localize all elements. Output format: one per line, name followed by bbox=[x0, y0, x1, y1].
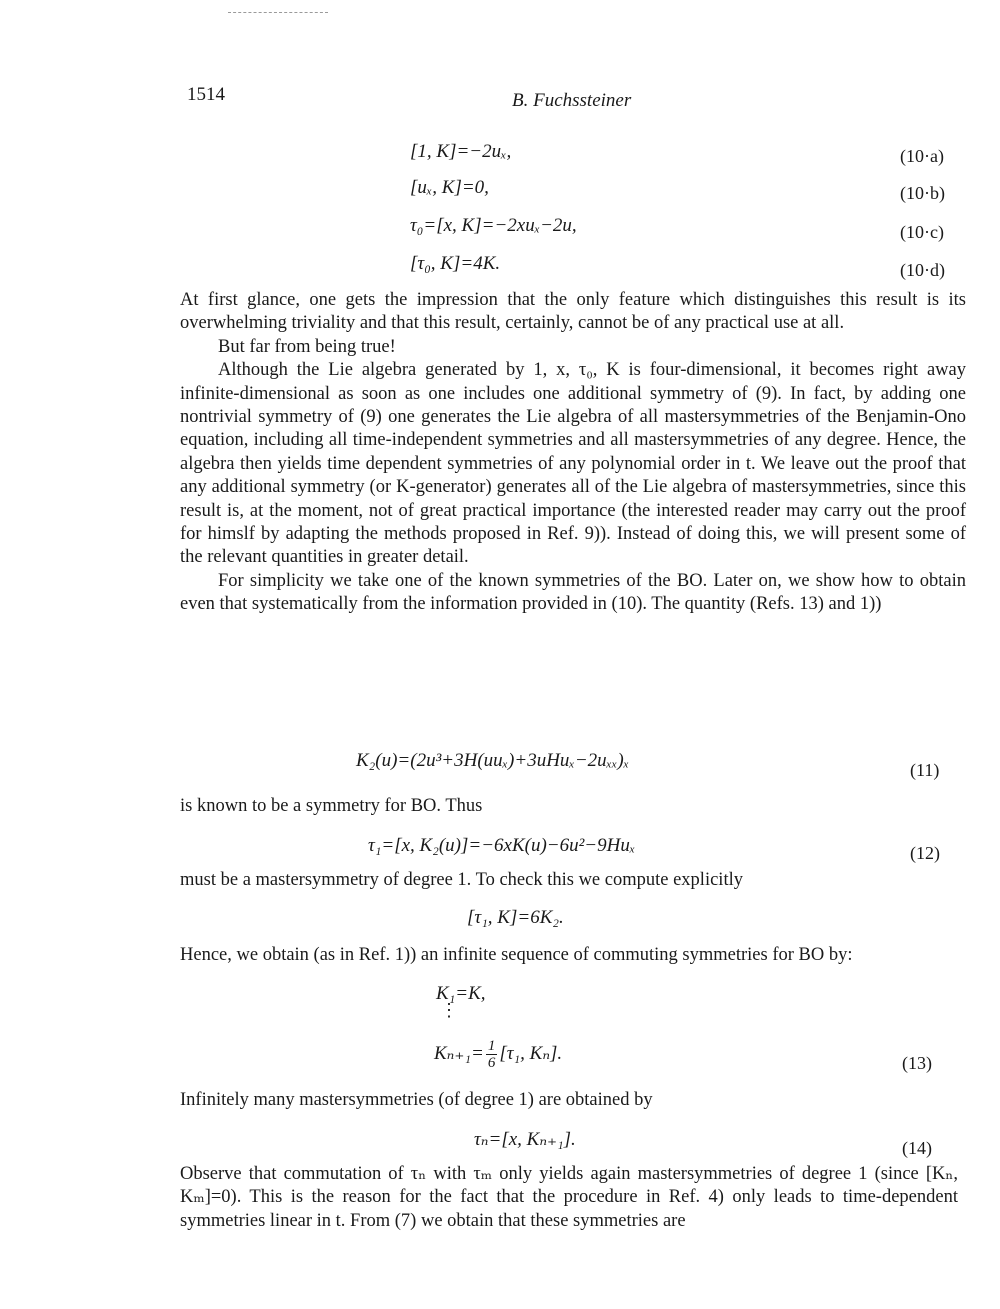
equation-number-10c: (10·c) bbox=[900, 222, 944, 242]
equation-check: [τ₁, K]=6K₂. bbox=[467, 907, 564, 928]
equation-number-10b: (10·b) bbox=[900, 183, 945, 203]
body-text-block-6 bbox=[180, 1163, 958, 1233]
paragraph: For simplicity we take one of the known symmetries of the BO. Later on, we show how to obtain even that systematically from the information provided in (10). The quantity (Refs. 13) and 1)) bbox=[180, 570, 966, 615]
equation-12: τ₁=[x, K₂(u)]=−6xK(u)−6u²−9Huₓ bbox=[368, 835, 636, 856]
equation-13-recursion bbox=[434, 1038, 562, 1071]
paragraph: But far from being true! bbox=[218, 336, 396, 357]
fraction-one-sixth bbox=[486, 1038, 498, 1071]
equation-13-first: K₁=K, bbox=[436, 983, 486, 1004]
equation-10a: [1, K]=−2uₓ, bbox=[410, 141, 512, 162]
body-text-block-3 bbox=[180, 869, 966, 892]
page-number: 1514 bbox=[187, 84, 225, 105]
equation-10d: [τ₀, K]=4K. bbox=[410, 253, 501, 274]
equation-13-lhs: Kₙ₊₁= bbox=[434, 1042, 484, 1064]
body-text-block-5 bbox=[180, 1089, 966, 1112]
body-text-block-4 bbox=[180, 944, 966, 967]
paragraph: Observe that commutation of τₙ with τₘ only yields again mastersymmetries of degree 1 (since [Kₙ, Kₘ]=0). This is the reason for the fact that the procedure in Ref. 4) only leads to time-dependent symmetries linear in t. From (7) we obtain that these symmetries are bbox=[180, 1164, 958, 1231]
equation-13-rhs: [τ₁, Kₙ]. bbox=[499, 1042, 563, 1064]
fraction-numerator: 1 bbox=[487, 1038, 496, 1054]
body-text-block-1 bbox=[180, 289, 966, 617]
paragraph: Although the Lie algebra generated by 1, x, τ₀, K is four-dimensional, it becomes right away infinite-dimensional as soon as one includes one additional symmetry of (9). In fact, by adding one nontrivial symmetry of (9) one generates the Lie algebra of all mastersymmetries of the Benjamin-Ono equation, including all time-independent symmetries and all mastersymmetries of any degree. Hence, the algebra then yields time dependent symmetries of any polynomial order in t. We leave out the proof that any additional symmetry (or K-generator) generates all of the Lie algebra of mastersymmetries, since this result is, at the moment, not of great practical importance (the interested reader may carry out the proof for himslf by adapting the methods proposed in Ref. 9)). Instead of doing this, we will present some of the relevant quantities in greater detail. bbox=[180, 360, 966, 568]
equation-14: τₙ=[x, Kₙ₊₁]. bbox=[474, 1129, 576, 1150]
running-head: B. Fuchssteiner bbox=[512, 90, 632, 111]
fraction-denominator: 6 bbox=[487, 1055, 496, 1071]
equation-number-11: (11) bbox=[910, 760, 940, 780]
equation-10c: τ₀=[x, K]=−2xuₓ−2u, bbox=[410, 215, 577, 236]
paragraph: At first glance, one gets the impression that the only feature which distinguishes this result is its overwhelming triviality and that this result, certainly, cannot be of any practical use at all. bbox=[180, 290, 966, 334]
paragraph: Hence, we obtain (as in Ref. 1)) an infinite sequence of commuting symmetries for BO by: bbox=[180, 945, 853, 965]
paragraph: is known to be a symmetry for BO. Thus bbox=[180, 796, 483, 816]
equation-number-13: (13) bbox=[902, 1053, 932, 1073]
equation-11: K₂(u)=(2u³+3H(uuₓ)+3uHuₓ−2uₓₓ)ₓ bbox=[356, 750, 630, 771]
body-text-block-2 bbox=[180, 795, 966, 818]
paragraph: Infinitely many mastersymmetries (of degree 1) are obtained by bbox=[180, 1090, 653, 1110]
vertical-ellipsis: ⋮ bbox=[440, 1000, 458, 1020]
equation-number-12: (12) bbox=[910, 843, 940, 863]
paragraph: must be a mastersymmetry of degree 1. To check this we compute explicitly bbox=[180, 870, 743, 890]
equation-number-10d: (10·d) bbox=[900, 260, 945, 280]
equation-number-10a: (10·a) bbox=[900, 146, 944, 166]
equation-number-14: (14) bbox=[902, 1138, 932, 1158]
header-rule bbox=[228, 12, 328, 14]
equation-10b: [uₓ, K]=0, bbox=[410, 177, 489, 198]
